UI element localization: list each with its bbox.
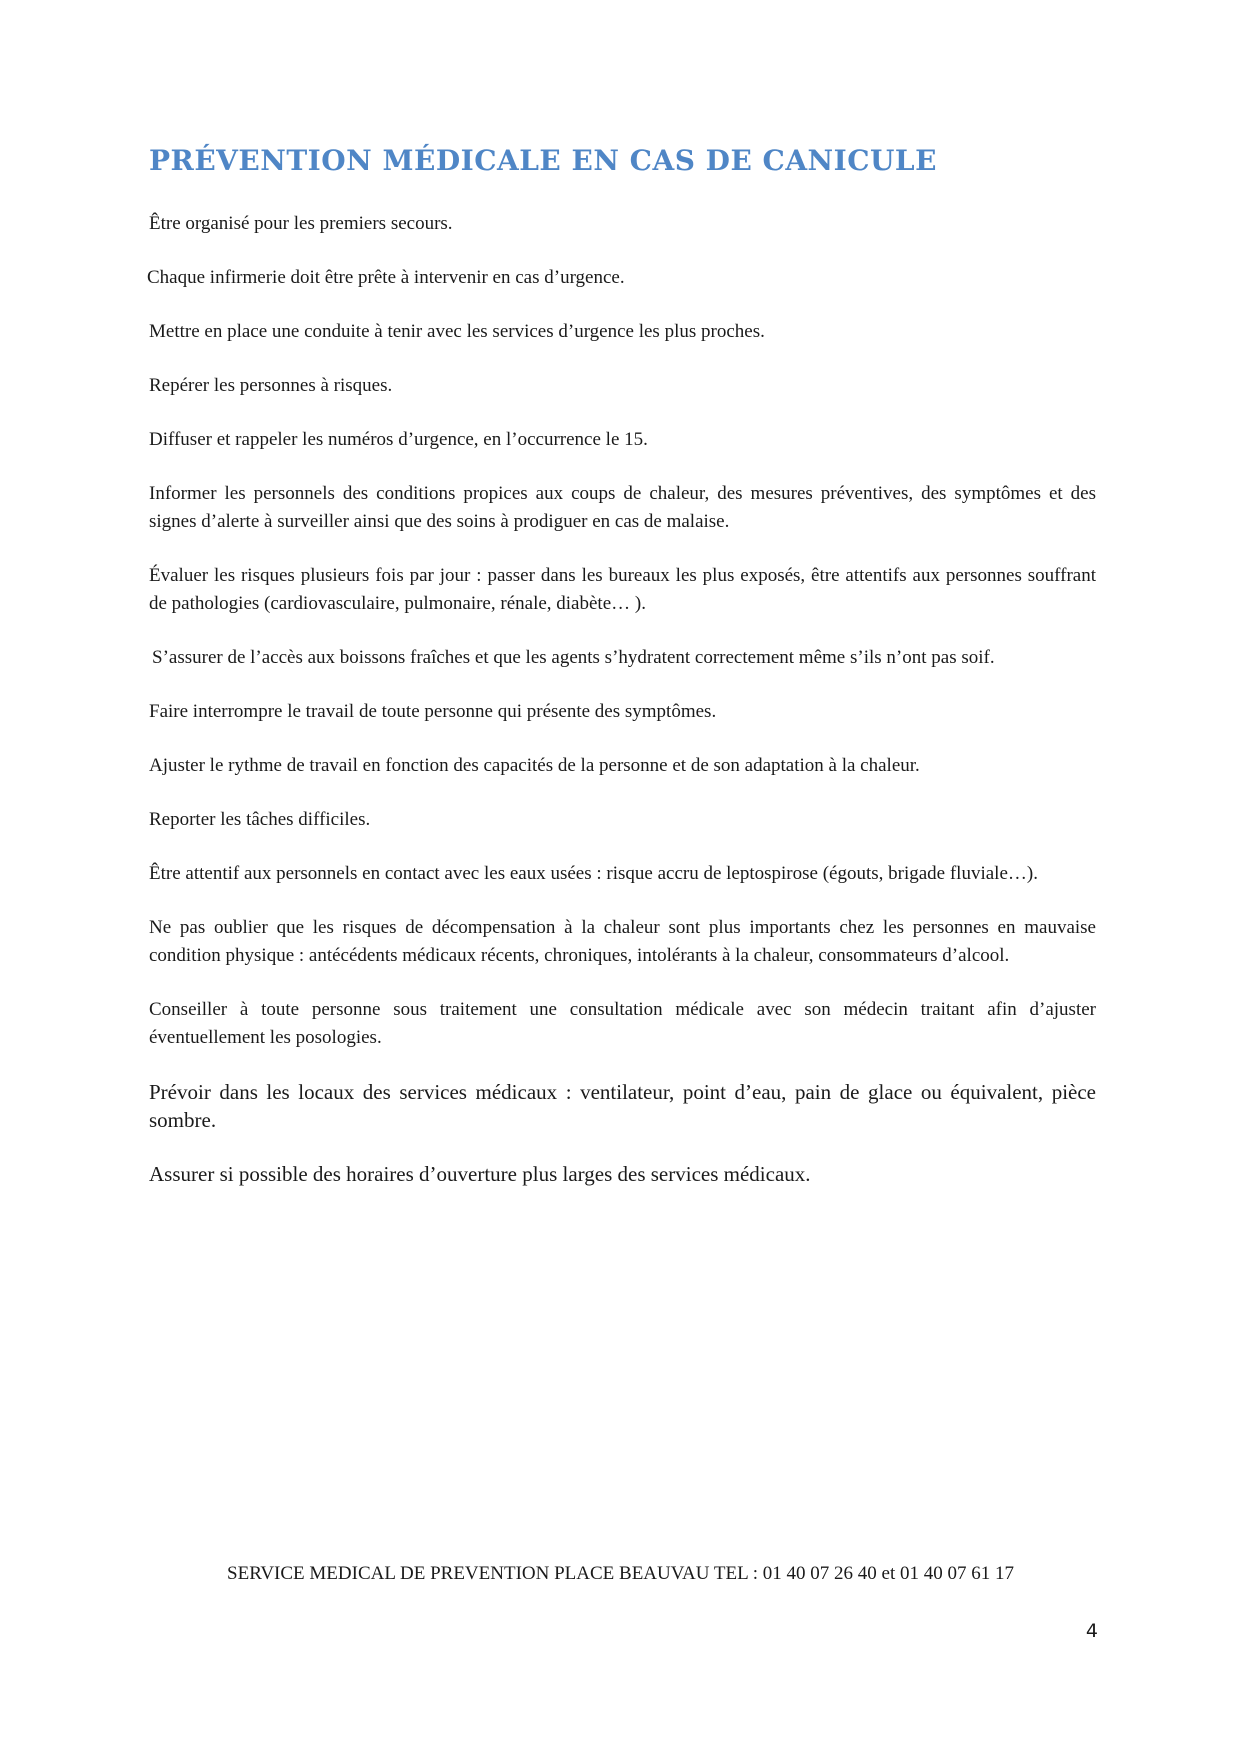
document-body <box>149 210 1096 1214</box>
paragraph-emergency-services: Mettre en place une conduite à tenir avec les services d’urgence les plus proches. <box>149 321 765 342</box>
page-title: PRÉVENTION MÉDICALE EN CAS DE CANICULE <box>149 144 937 177</box>
paragraph-inform-staff: Informer les personnels des conditions propices aux coups de chaleur, des mesures préventives, des symptômes et des signes d’alerte à surveiller ainsi que des soins à prodiguer en cas de malaise. <box>149 483 1096 532</box>
paragraph-evaluate-risks: Évaluer les risques plusieurs fois par jour : passer dans les bureaux les plus exposés, être attentifs aux personnes souffrant de pathologies (cardiovasculaire, pulmonaire, rénale, diabète… ). <box>149 565 1096 614</box>
page-footer: SERVICE MEDICAL DE PREVENTION PLACE BEAUVAU TEL : 01 40 07 26 40 et 01 40 07 61 17 <box>227 1563 1014 1584</box>
paragraph-work-rhythm: Ajuster le rythme de travail en fonction des capacités de la personne et de son adaptation à la chaleur. <box>149 755 920 776</box>
paragraph-opening-hours: Assurer si possible des horaires d’ouverture plus larges des services médicaux. <box>149 1162 811 1186</box>
paragraph-stop-work: Faire interrompre le travail de toute personne qui présente des symptômes. <box>149 701 717 722</box>
page-number: 4 <box>1085 1620 1098 1642</box>
paragraph-wastewater: Être attentif aux personnels en contact avec les eaux usées : risque accru de leptospirose (égouts, brigade fluviale…). <box>149 863 1038 884</box>
paragraph-difficult-tasks: Reporter les tâches difficiles. <box>149 809 371 830</box>
paragraph-first-aid: Être organisé pour les premiers secours. <box>149 213 453 234</box>
paragraph-infirmary: Chaque infirmerie doit être prête à intervenir en cas d’urgence. <box>147 267 625 288</box>
paragraph-risk-persons: Repérer les personnes à risques. <box>149 375 393 396</box>
paragraph-hydration: S’assurer de l’accès aux boissons fraîches et que les agents s’hydratent correctement même s’ils n’ont pas soif. <box>152 647 995 668</box>
paragraph-medical-premises: Prévoir dans les locaux des services médicaux : ventilateur, point d’eau, pain de glace ou équivalent, pièce sombre. <box>149 1080 1096 1132</box>
paragraph-emergency-numbers: Diffuser et rappeler les numéros d’urgence, en l’occurrence le 15. <box>149 429 648 450</box>
paragraph-medical-consultation: Conseiller à toute personne sous traitement une consultation médicale avec son médecin traitant afin d’ajuster éventuellement les posologies. <box>149 999 1096 1048</box>
paragraph-decompensation: Ne pas oublier que les risques de décompensation à la chaleur sont plus importants chez les personnes en mauvaise condition physique : antécédents médicaux récents, chroniques, intolérants à la chaleur, consommateurs d’alcool. <box>149 917 1096 966</box>
